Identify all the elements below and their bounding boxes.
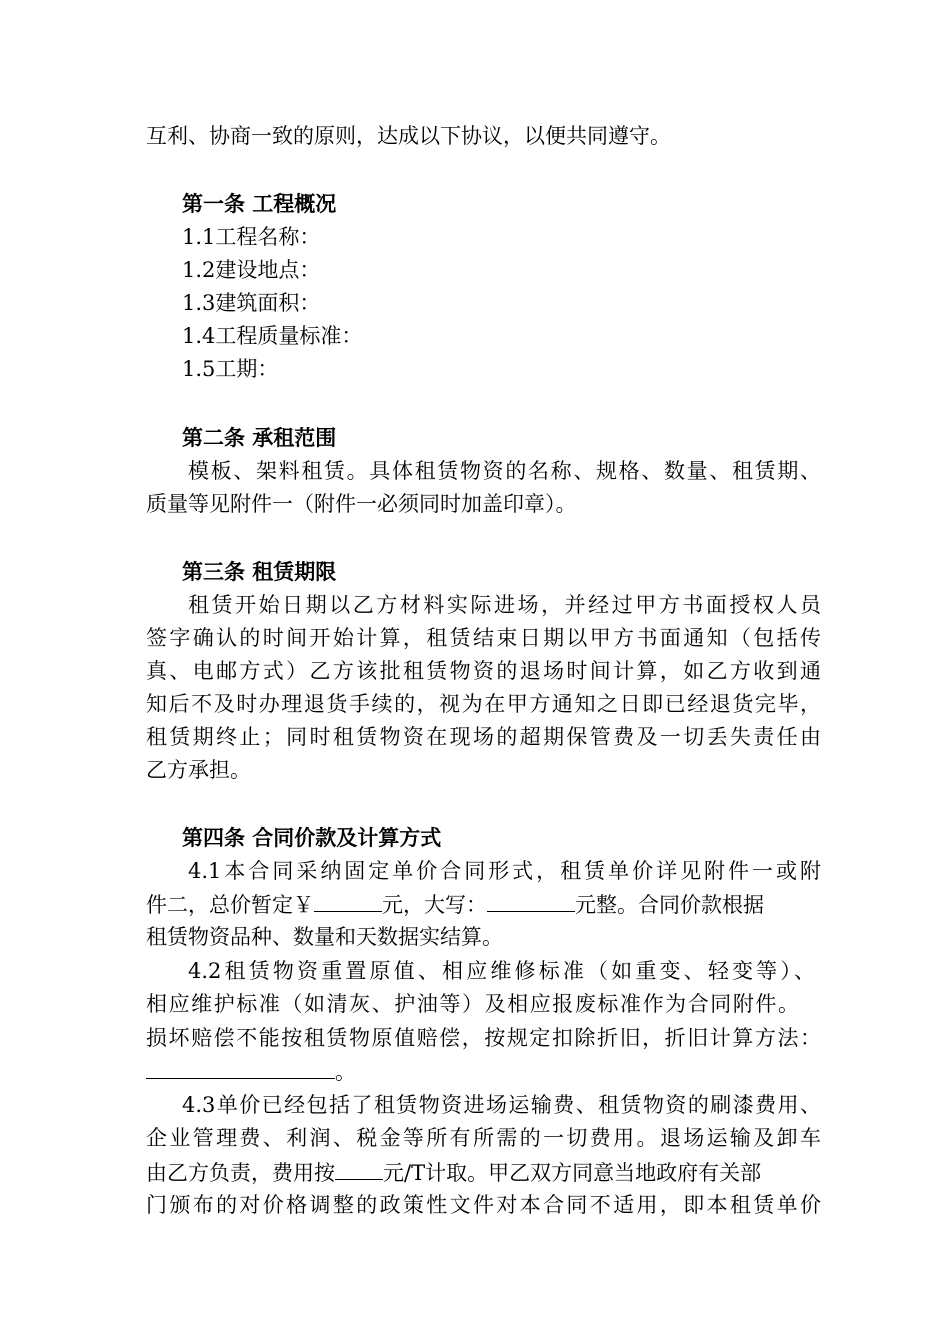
clause-4-1-line-1: 4.1本合同采纳固定单价合同形式，租赁单价详见附件一或附 (188, 859, 821, 883)
article-1-item-1: 1.1工程名称： (182, 225, 321, 249)
clause-4-1-line-3: 租赁物资品种、数量和天数据实结算。 (146, 925, 503, 949)
clause-4-3-fee-label: 由乙方负责，费用按 (146, 1161, 335, 1185)
article-4-title: 第四条 合同价款及计算方式 (182, 825, 442, 850)
depreciation-method-blank[interactable] (146, 1056, 335, 1079)
article-2-title: 第二条 承租范围 (182, 425, 337, 450)
clause-4-1-capital-label: 元，大写： (382, 893, 487, 917)
clause-4-2-line-1: 4.2租赁物资重置原值、相应维修标准（如重变、轻变等）、 (188, 959, 815, 983)
clause-4-1-total-label: 件二，总价暂定￥ (146, 893, 314, 917)
article-3-title: 第三条 租赁期限 (182, 559, 337, 584)
article-1-item-4: 1.4工程质量标准： (182, 324, 363, 348)
clause-4-2-line-3: 损坏赔偿不能按租赁物原值赔偿，按规定扣除折旧，折旧计算方法： (146, 1026, 821, 1050)
intro-line: 互利、协商一致的原则，达成以下协议，以便共同遵守。 (146, 124, 671, 148)
total-price-blank[interactable] (314, 889, 382, 912)
article-1-item-2: 1.2建设地点： (182, 258, 321, 282)
clause-4-2-line-2: 相应维护标准（如清灰、护油等）及相应报废标准作为合同附件。 (146, 992, 799, 1016)
article-1-title: 第一条 工程概况 (182, 191, 337, 216)
article-3-line-4: 知后不及时办理退货手续的，视为在甲方通知之日即已经退货完毕， (146, 692, 821, 716)
article-3-line-1: 租赁开始日期以乙方材料实际进场，并经过甲方书面授权人员 (188, 593, 821, 617)
article-2-line-1: 模板、架料租赁。具体租赁物资的名称、规格、数量、租赁期、 (188, 459, 821, 483)
article-1-item-3: 1.3建筑面积： (182, 291, 321, 315)
article-1-item-5: 1.5工期： (182, 357, 279, 381)
unloading-fee-blank[interactable] (335, 1157, 383, 1180)
article-3-line-2: 签字确认的时间开始计算，租赁结束日期以甲方书面通知（包括传 (146, 626, 821, 650)
clause-4-3-line-3 (146, 1157, 950, 1188)
article-3-line-5: 租赁期终止；同时租赁物资在现场的超期保管费及一切丢失责任由 (146, 725, 821, 749)
clause-4-3-line-3-end: 元/T计取。甲乙双方同意当地政府有关部 (383, 1161, 762, 1185)
clause-4-3-line-2: 企业管理费、利润、税金等所有所需的一切费用。退场运输及卸车 (146, 1126, 821, 1150)
article-2-line-2: 质量等见附件一（附件一必须同时加盖印章）。 (146, 492, 577, 516)
article-3-line-6: 乙方承担。 (146, 758, 251, 782)
clause-4-1-line-2-end: 元整。合同价款根据 (575, 893, 764, 917)
clause-4-3-line-1: 4.3单价已经包括了租赁物资进场运输费、租赁物资的刷漆费用、 (182, 1093, 821, 1117)
article-3-line-3: 真、电邮方式）乙方该批租赁物资的退场时间计算，如乙方收到通 (146, 659, 821, 683)
clause-4-2-line-4-end: 。 (335, 1060, 356, 1084)
clause-4-1-line-2 (146, 889, 950, 920)
clause-4-2-line-4 (146, 1056, 950, 1087)
clause-4-3-line-4: 门颁布的对价格调整的政策性文件对本合同不适用，即本租赁单价 (146, 1193, 821, 1217)
capital-amount-blank[interactable] (487, 889, 575, 912)
